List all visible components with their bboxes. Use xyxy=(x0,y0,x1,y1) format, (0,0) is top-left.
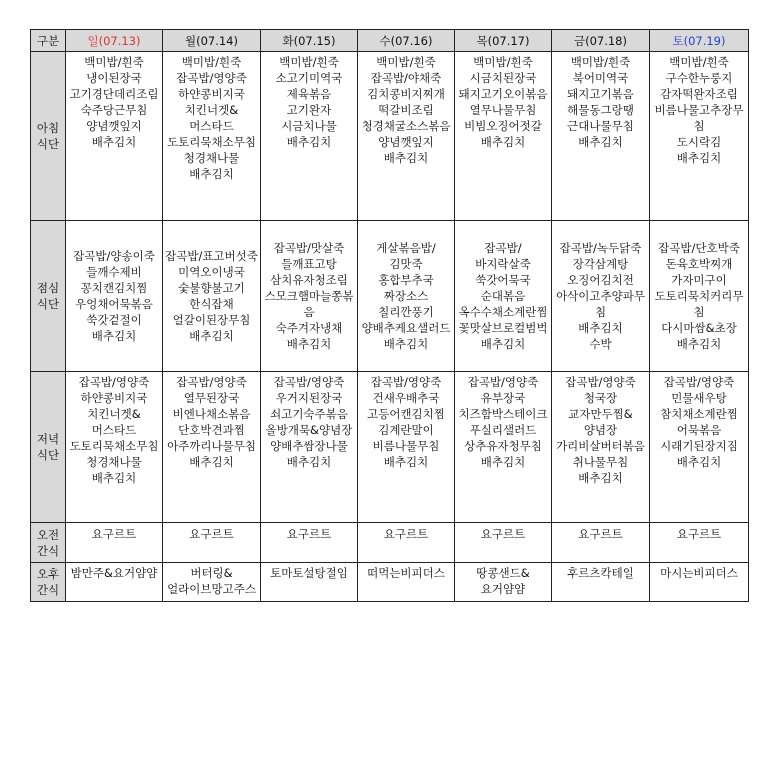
menu-item: 배추김치 xyxy=(91,135,137,149)
breakfast-cell-sunday xyxy=(66,52,163,221)
menu-item: 어묵볶음 xyxy=(676,423,722,437)
lunch-cell-monday xyxy=(163,221,261,372)
menu-item: 배추김치 xyxy=(189,329,234,343)
menu-item: 양배추쌈장나물 xyxy=(270,439,348,453)
menu-item: 청경채나물 xyxy=(86,455,142,469)
lunch-cell-wednesday xyxy=(358,221,455,372)
menu-item: 잡곡밥/단호박죽 xyxy=(658,241,740,255)
menu-item: 삼치유자청조림 xyxy=(270,273,348,287)
lunch-cell-tuesday xyxy=(261,221,358,372)
menu-item: 토마토설탕절임 xyxy=(270,566,348,580)
menu-item: 가리비살버터볶음 xyxy=(556,439,645,453)
menu-item: 배추김치 xyxy=(578,321,623,335)
breakfast-cell-monday xyxy=(163,52,261,221)
lunch-cell-sunday xyxy=(66,221,163,372)
menu-item: 요구르트 xyxy=(480,527,526,541)
menu-item: 푸실리샐러드 xyxy=(469,423,537,437)
menu-item: 시금치된장국 xyxy=(469,71,537,85)
menu-item: 순대볶음 xyxy=(480,289,526,303)
menu-item: 밤만주&요거얌얌 xyxy=(70,566,158,580)
menu-item: 꽃맛살브로컬범벅 xyxy=(458,321,548,335)
lunch-cell-saturday xyxy=(650,221,749,372)
pm-snack-row xyxy=(31,563,749,602)
menu-item: 비엔나채소볶음 xyxy=(172,407,251,421)
menu-item: 땅콩샌드&요거얌얌 xyxy=(476,566,530,596)
menu-item: 양배추케요샐러드 xyxy=(361,321,451,335)
menu-item: 백미밥/흰죽 xyxy=(181,55,242,69)
menu-item: 아삭이고추양파무침 xyxy=(556,289,645,319)
menu-item: 비름나물무침 xyxy=(372,439,440,453)
menu-item: 스모크햄마늘쫑볶음 xyxy=(264,289,354,319)
menu-item: 배추김치 xyxy=(676,337,722,351)
day-header-tuesday: 화(07.15) xyxy=(261,30,358,52)
menu-item: 들깨표고탕 xyxy=(281,257,337,271)
menu-item: 장각삼계탕 xyxy=(572,257,629,271)
menu-item: 배추김치 xyxy=(91,329,137,343)
day-header-saturday: 토(07.19) xyxy=(650,30,749,52)
dinner-cell-sunday xyxy=(66,372,163,523)
menu-item: 청국장 xyxy=(583,391,618,405)
lunch-label-line: 점심 xyxy=(36,281,60,295)
menu-item: 요구르트 xyxy=(91,527,137,541)
menu-item: 버터링&얼라이브망고주스 xyxy=(167,566,256,596)
am-snack-cell-saturday xyxy=(650,523,749,563)
menu-item: 잡곡밥/영양죽 xyxy=(370,375,442,389)
dinner-cell-tuesday xyxy=(261,372,358,523)
menu-item: 양념깻잎지 xyxy=(378,135,434,149)
menu-item: 냉이된장국 xyxy=(86,71,142,85)
lunch-cell-friday xyxy=(552,221,650,372)
menu-item: 숙주당근무침 xyxy=(80,103,148,117)
menu-item: 비름나물고추장무침 xyxy=(654,103,744,133)
am-snack-row xyxy=(31,523,749,563)
breakfast-cell-saturday xyxy=(650,52,749,221)
menu-item: 소고기미역국 xyxy=(275,71,343,85)
menu-item: 해물동그랑땡 xyxy=(567,103,634,117)
pm-snack-cell-monday xyxy=(163,563,261,602)
menu-item: 들깨수제비 xyxy=(86,265,142,279)
menu-item: 배추김치 xyxy=(480,337,526,351)
menu-item: 배추김치 xyxy=(383,337,429,351)
menu-item: 잡곡밥/영양죽 xyxy=(176,71,247,85)
menu-item: 배추김치 xyxy=(286,455,332,469)
menu-item: 잡곡밥/야채죽 xyxy=(370,71,442,85)
am-snack-label-line: 간식 xyxy=(36,543,60,558)
menu-item: 교자만두찜&양념장 xyxy=(568,407,633,437)
menu-item: 비빔오징어젓갈 xyxy=(464,119,542,133)
pm-snack-label-line: 오후 xyxy=(36,567,60,581)
menu-item: 북어미역국 xyxy=(572,71,629,85)
pm-snack-cell-friday xyxy=(552,563,650,602)
pm-snack-cell-saturday xyxy=(650,563,749,602)
menu-item: 백미밥/흰죽 xyxy=(473,55,533,69)
menu-item: 양념깻잎지 xyxy=(86,119,142,133)
menu-item: 후르츠칵테일 xyxy=(567,566,634,580)
header-corner: 구분 xyxy=(31,30,66,52)
menu-item: 요구르트 xyxy=(189,527,234,541)
pm-snack-label-line: 간식 xyxy=(36,583,60,597)
dinner-cell-friday xyxy=(552,372,650,523)
menu-item: 요구르트 xyxy=(383,527,429,541)
menu-item: 제육볶음 xyxy=(286,87,332,101)
breakfast-cell-friday xyxy=(552,52,650,221)
menu-item: 잡곡밥/바지락살죽 xyxy=(475,241,531,271)
menu-item: 열무나물무침 xyxy=(469,103,537,117)
menu-item: 잡곡밥/녹두닭죽 xyxy=(559,241,642,255)
menu-item: 잡곡밥/영양죽 xyxy=(663,375,735,389)
menu-item: 김계란말이 xyxy=(378,423,434,437)
breakfast-cell-wednesday xyxy=(358,52,455,221)
am-snack-cell-thursday xyxy=(455,523,552,563)
menu-item: 잡곡밥/영양죽 xyxy=(176,375,247,389)
pm-snack-cell-sunday xyxy=(66,563,163,602)
day-header-sunday: 일(07.13) xyxy=(66,30,163,52)
menu-item: 떠먹는비피더스 xyxy=(367,566,445,580)
dinner-label-line: 저녁 xyxy=(36,432,60,446)
menu-item: 근대나물무침 xyxy=(567,119,634,133)
menu-item: 얼갈이된장무침 xyxy=(172,313,251,327)
day-header-monday: 월(07.14) xyxy=(163,30,261,52)
menu-item: 쑥갓어묵국 xyxy=(475,273,531,287)
day-header-wednesday: 수(07.16) xyxy=(358,30,455,52)
breakfast-label-line: 아침 xyxy=(36,121,60,135)
menu-item: 배추김치 xyxy=(578,471,623,485)
pm-snack-cell-wednesday xyxy=(358,563,455,602)
menu-item: 백미밥/흰죽 xyxy=(84,55,144,69)
menu-item: 잡곡밥/영양죽 xyxy=(273,375,345,389)
lunch-label-line: 식단 xyxy=(36,297,60,311)
menu-item: 취나물무침 xyxy=(572,455,629,469)
day-header-thursday: 목(07.17) xyxy=(455,30,552,52)
menu-item: 미역오이냉국 xyxy=(178,265,245,279)
menu-item: 칠리깐풍기 xyxy=(378,305,434,319)
menu-item: 홍합부추국 xyxy=(378,273,434,287)
dinner-cell-thursday xyxy=(455,372,552,523)
menu-item: 짜장소스 xyxy=(383,289,429,303)
menu-item: 감자떡완자조림 xyxy=(660,87,738,101)
menu-item: 옥수수채소계란찜 xyxy=(458,305,548,319)
menu-item: 오징어김치전 xyxy=(567,273,634,287)
menu-item: 요구르트 xyxy=(676,527,722,541)
am-snack-label-line: 오전 xyxy=(36,527,60,542)
menu-item: 잡곡밥/영양죽 xyxy=(78,375,150,389)
menu-item: 잡곡밥/표고버섯죽 xyxy=(165,249,258,263)
menu-item: 치킨너겟&머스타드 xyxy=(184,103,239,133)
menu-item: 배추김치 xyxy=(286,337,332,351)
menu-item: 상추유자청무침 xyxy=(464,439,542,453)
menu-item: 도토리묵치커리무침 xyxy=(654,289,744,319)
menu-item: 치즈함박스테이크 xyxy=(458,407,548,421)
menu-item: 마시는비피더스 xyxy=(660,566,738,580)
menu-item: 민물새우탕 xyxy=(671,391,727,405)
dinner-cell-monday xyxy=(163,372,261,523)
menu-item: 고기경단데리조림 xyxy=(69,87,159,101)
menu-item: 배추김치 xyxy=(383,151,429,165)
menu-item: 하얀콩비지국 xyxy=(80,391,148,405)
menu-item: 백미밥/흰죽 xyxy=(669,55,729,69)
lunch-row xyxy=(31,221,749,372)
menu-item: 배추김치 xyxy=(480,135,526,149)
menu-item: 열무된장국 xyxy=(183,391,240,405)
menu-item: 잡곡밥/영양죽 xyxy=(467,375,539,389)
lunch-label xyxy=(31,221,66,372)
menu-item: 김치콩비지찌개 xyxy=(367,87,445,101)
menu-item: 잡곡밥/영양죽 xyxy=(565,375,636,389)
menu-item: 아주까리나물무침 xyxy=(167,439,256,453)
menu-item: 가자미구이 xyxy=(671,273,727,287)
am-snack-cell-wednesday xyxy=(358,523,455,563)
menu-item: 수박 xyxy=(589,337,612,351)
menu-item: 배추김치 xyxy=(480,455,526,469)
breakfast-label-line: 식단 xyxy=(36,137,60,151)
menu-item: 치킨너겟&머스타드 xyxy=(87,407,141,437)
am-snack-cell-sunday xyxy=(66,523,163,563)
menu-item: 도토리묵채소무침 xyxy=(167,135,256,149)
menu-item: 게살볶음밥/김맛죽 xyxy=(376,241,436,271)
menu-item: 배추김치 xyxy=(676,455,722,469)
menu-item: 우엉채어묵볶음 xyxy=(75,297,153,311)
day-header-friday: 금(07.18) xyxy=(552,30,650,52)
menu-item: 잡곡밥/양송이죽 xyxy=(73,249,155,263)
menu-item: 숙주겨자냉채 xyxy=(275,321,343,335)
menu-item: 고기완자 xyxy=(286,103,332,117)
breakfast-cell-thursday xyxy=(455,52,552,221)
menu-item: 시래기된장지짐 xyxy=(660,439,738,453)
dinner-cell-wednesday xyxy=(358,372,455,523)
menu-item: 배추김치 xyxy=(189,167,234,181)
am-snack-cell-monday xyxy=(163,523,261,563)
menu-item: 백미밥/흰죽 xyxy=(279,55,339,69)
header-row xyxy=(31,30,749,52)
weekly-meal-table xyxy=(30,29,749,602)
menu-item: 올방개묵&양념장 xyxy=(265,423,353,437)
menu-item: 백미밥/흰죽 xyxy=(376,55,436,69)
menu-item: 숯불향불고기 xyxy=(178,281,245,295)
menu-item: 돼지고기볶음 xyxy=(567,87,634,101)
menu-item: 쑥갓겉절이 xyxy=(86,313,142,327)
lunch-cell-thursday xyxy=(455,221,552,372)
menu-item: 유부장국 xyxy=(480,391,526,405)
dinner-label xyxy=(31,372,66,523)
menu-item: 청경채나물 xyxy=(183,151,240,165)
pm-snack-label xyxy=(31,563,66,602)
menu-item: 배추김치 xyxy=(189,455,234,469)
dinner-label-line: 식단 xyxy=(36,448,60,462)
menu-item: 돼지고기오이볶음 xyxy=(458,87,548,101)
menu-item: 시금치나물 xyxy=(281,119,337,133)
menu-item: 참치채소계란찜 xyxy=(660,407,738,421)
menu-item: 요구르트 xyxy=(286,527,332,541)
menu-item: 돈육호박찌개 xyxy=(665,257,733,271)
pm-snack-cell-tuesday xyxy=(261,563,358,602)
menu-item: 잡곡밥/맛살죽 xyxy=(273,241,345,255)
menu-item: 쇠고기숙주볶음 xyxy=(270,407,348,421)
am-snack-cell-friday xyxy=(552,523,650,563)
breakfast-cell-tuesday xyxy=(261,52,358,221)
menu-item: 요구르트 xyxy=(578,527,623,541)
menu-item: 배추김치 xyxy=(91,471,137,485)
menu-item: 고등어캔김치찜 xyxy=(367,407,445,421)
menu-item: 하얀콩비지국 xyxy=(178,87,245,101)
menu-item: 떡갈비조림 xyxy=(378,103,434,117)
menu-item: 배추김치 xyxy=(676,151,722,165)
pm-snack-cell-thursday xyxy=(455,563,552,602)
menu-item: 꽁치캔김치찜 xyxy=(80,281,148,295)
menu-item: 다시마쌈&초장 xyxy=(661,321,737,335)
am-snack-cell-tuesday xyxy=(261,523,358,563)
am-snack-label xyxy=(31,523,66,563)
menu-item: 단호박견과찜 xyxy=(178,423,245,437)
menu-item: 한식잡채 xyxy=(189,297,234,311)
menu-item: 도토리묵채소무침 xyxy=(69,439,159,453)
menu-item: 구수한누룽지 xyxy=(665,71,733,85)
breakfast-label xyxy=(31,52,66,221)
dinner-cell-saturday xyxy=(650,372,749,523)
menu-item: 청경채굴소스볶음 xyxy=(361,119,451,133)
breakfast-row xyxy=(31,52,749,221)
menu-item: 배추김치 xyxy=(578,135,623,149)
menu-item: 배추김치 xyxy=(286,135,332,149)
menu-item: 건새우배추국 xyxy=(372,391,440,405)
menu-item: 배추김치 xyxy=(383,455,429,469)
menu-item: 백미밥/흰죽 xyxy=(570,55,631,69)
menu-item: 도시락김 xyxy=(676,135,722,149)
menu-item: 우거지된장국 xyxy=(275,391,343,405)
dinner-row xyxy=(31,372,749,523)
